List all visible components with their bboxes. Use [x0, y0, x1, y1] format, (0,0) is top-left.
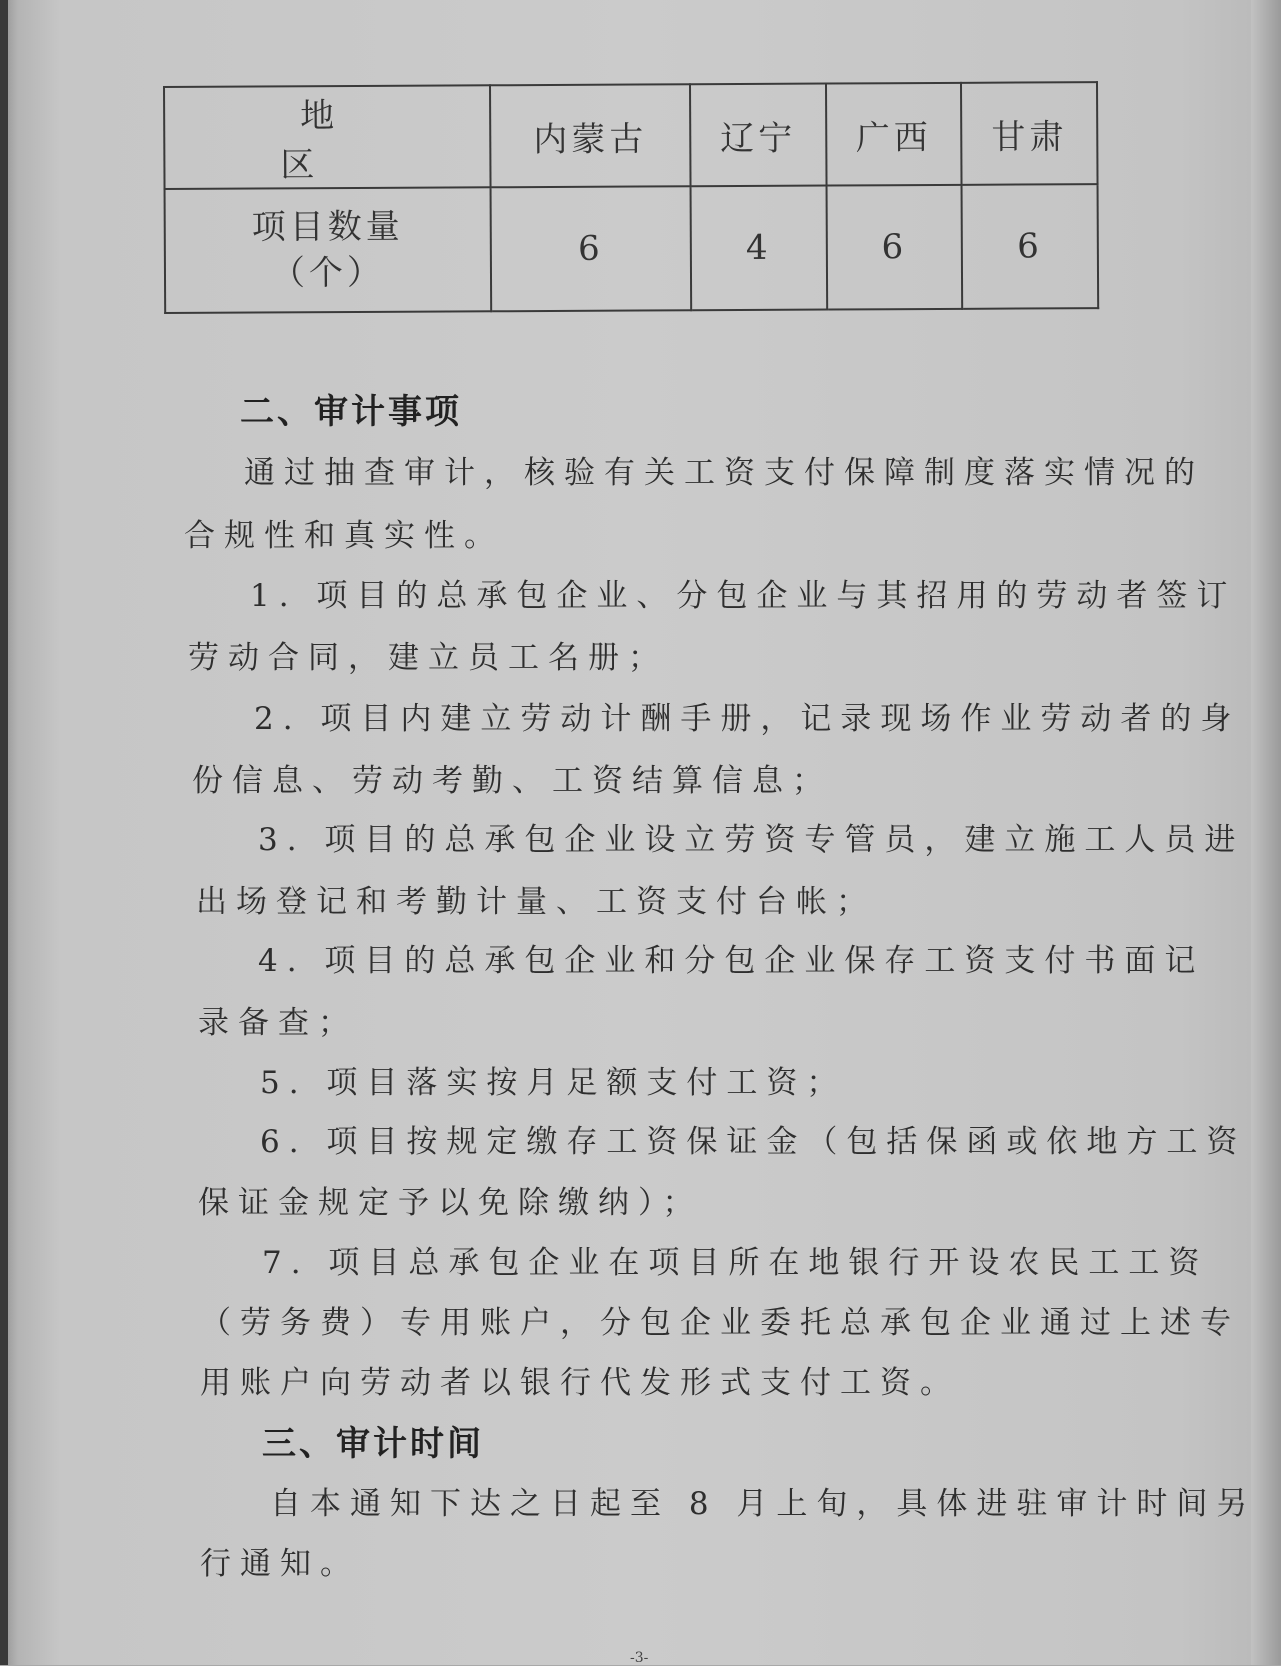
- count-cell: 6: [962, 184, 1098, 309]
- region-project-table: [163, 81, 1099, 314]
- list-item-3-line2: 出场登记和考勤计量、工资支付台帐；: [196, 884, 876, 920]
- scan-left-edge: [0, 0, 8, 1665]
- list-item-7-line3: 用账户向劳动者以银行代发形式支付工资。: [200, 1365, 960, 1401]
- list-item-2-line2: 份信息、劳动考勤、工资结算信息；: [192, 763, 832, 799]
- list-item-6-line1: 6. 项目按规定缴存工资保证金（包括保函或依地方工资: [260, 1124, 1247, 1160]
- list-item-2-line1: 2. 项目内建立劳动计酬手册，记录现场作业劳动者的身: [254, 701, 1241, 737]
- scan-right-edge: [1251, 0, 1281, 1665]
- paragraph-line: 通过抽查审计，核验有关工资支付保障制度落实情况的: [244, 455, 1204, 491]
- table-row: [165, 184, 1099, 313]
- list-item-5-line1: 5. 项目落实按月足额支付工资；: [260, 1065, 847, 1101]
- header-label-cell: 地 区: [164, 85, 491, 189]
- quantity-label-line1: 项目数量: [251, 206, 404, 248]
- quantity-label-line2: （个）: [270, 252, 386, 294]
- count-cell: 6: [491, 186, 692, 311]
- region-cell: 辽宁: [690, 84, 826, 187]
- list-item-6-line2: 保证金规定予以免除缴纳）；: [198, 1185, 703, 1221]
- list-item-4-line1: 4. 项目的总承包企业和分包企业保存工资支付书面记: [258, 943, 1205, 979]
- paragraph-line: 合规性和真实性。: [184, 518, 504, 554]
- section2-heading: 二、审计事项: [240, 392, 462, 432]
- count-cell: 4: [691, 186, 827, 311]
- list-item-4-line2: 录备查；: [198, 1005, 358, 1041]
- region-cell: 广西: [826, 83, 962, 186]
- list-item-1-line2: 劳动合同，建立员工名册；: [188, 640, 668, 676]
- region-cell: 内蒙古: [490, 84, 691, 187]
- table-header-row: [164, 82, 1098, 189]
- region-cell: 甘肃: [961, 82, 1097, 185]
- list-item-7-line1: 7. 项目总承包企业在项目所在地银行开设农民工工资: [262, 1245, 1209, 1281]
- page-number: -3-: [630, 1650, 649, 1666]
- list-item-7-line2: （劳务费）专用账户，分包企业委托总承包企业通过上述专: [200, 1305, 1240, 1341]
- quantity-label-cell: [165, 187, 492, 313]
- list-item-1-line1: 1. 项目的总承包企业、分包企业与其招用的劳动者签订: [250, 578, 1237, 614]
- paragraph-line: 自本通知下达之日起至 8 月上旬，具体进驻审计时间另: [270, 1486, 1257, 1522]
- list-item-3-line1: 3. 项目的总承包企业设立劳资专管员，建立施工人员进: [258, 822, 1245, 858]
- section3-heading: 三、审计时间: [262, 1424, 484, 1464]
- paragraph-line: 行通知。: [200, 1546, 360, 1582]
- count-cell: 6: [826, 185, 962, 310]
